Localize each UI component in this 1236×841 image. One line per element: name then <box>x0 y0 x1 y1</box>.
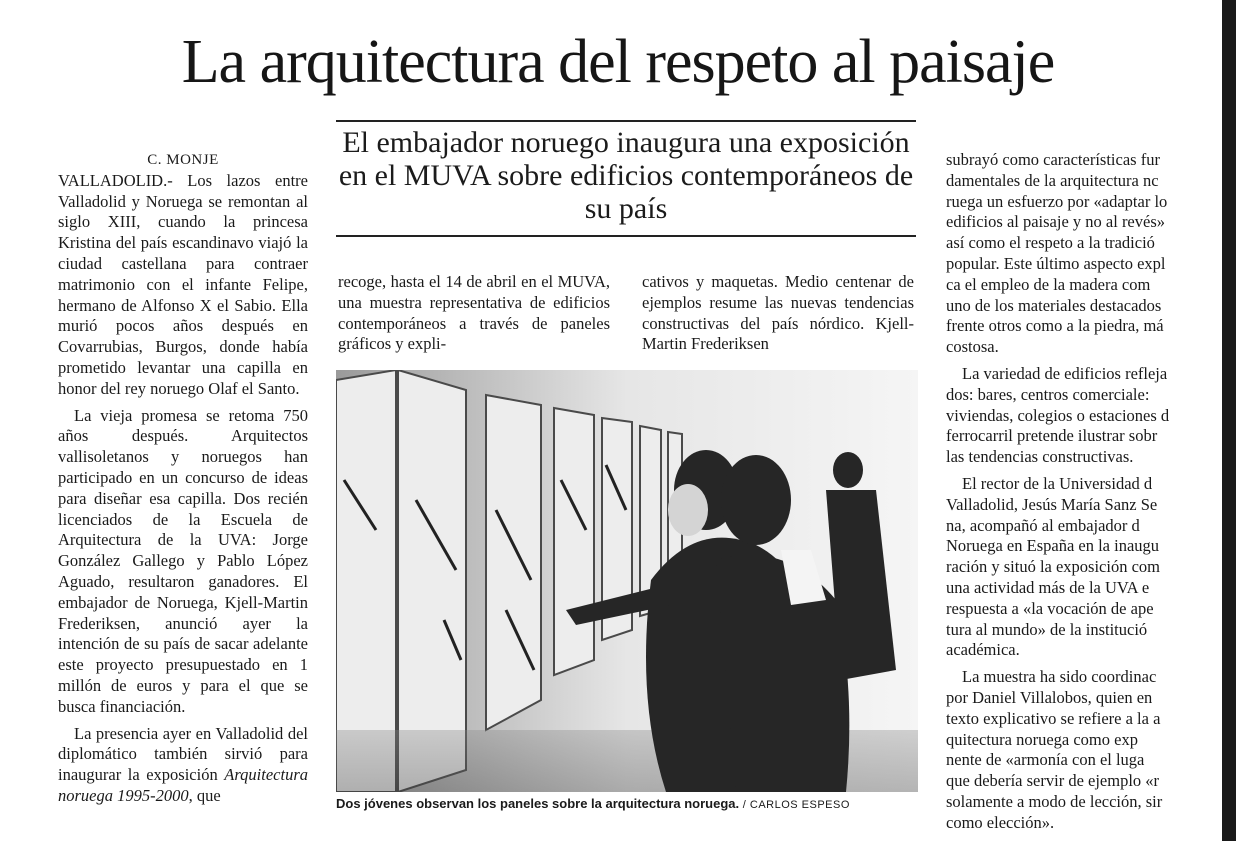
text-line: damentales de la arquitectura nc <box>946 170 1159 190</box>
paragraph: La vieja promesa se retoma 750 años después. Arquitectos vallisoletanos y noruegos han participado en un concurso de ideas para diseñar esa capilla. Dos recién licenciados de la Escuela de Arquitectura de la UVA: Jorge González Gallego y Pablo López Aguado, resultaron ganadores. El embajador de Noruega, Kjell-Martin Frederiksen, anunció ayer la intención de su país de sacar adelante este proyecto presupuestado en 1 millón de euros y para el que se busca financiación. <box>58 405 308 716</box>
subhead: El embajador noruego inaugura una exposición en el MUVA sobre edificios contemporáneos de su país <box>338 126 914 225</box>
text-line: viviendas, colegios o estaciones d <box>946 405 1170 425</box>
paragraph: cativos y maquetas. Medio centenar de ejemplos resume las nuevas tendencias constructivas del país nórdico. Kjell-Martin Frederiksen <box>642 272 914 354</box>
text-line: costosa. <box>946 337 999 357</box>
text-line: respuesta a «la vocación de ape <box>946 598 1154 618</box>
exhibition-photo <box>336 370 918 792</box>
text-line: uno de los materiales destacados <box>946 295 1162 315</box>
article-column-2 <box>338 272 610 355</box>
article-column-4 <box>946 150 1210 834</box>
text-line: El rector de la Universidad d <box>962 473 1153 493</box>
text-line: nente de «armonía con el luga <box>946 750 1145 770</box>
paragraph: La presencia ayer en Valladolid del diplomático también sirvió para inaugurar la exposición Arquitectura noruega 1995-2000, que <box>58 723 308 805</box>
text-line: quitectura noruega como exp <box>946 729 1138 749</box>
text-line: una actividad más de la UVA e <box>946 577 1150 597</box>
caption-text: Dos jóvenes observan los paneles sobre la arquitectura noruega. <box>336 796 740 811</box>
headline: La arquitectura del respeto al paisaje <box>181 28 1055 96</box>
text-line: así como el respeto a la tradició <box>946 233 1155 253</box>
exhibition-title: Arquitectura noruega 1995-2000 <box>58 765 308 805</box>
subhead-bottom-rule <box>336 235 916 237</box>
text-line: académica. <box>946 640 1020 660</box>
paragraph: recoge, hasta el 14 de abril en el MUVA, una muestra representativa de edificios contemporáneos a través de paneles gráficos y expli- <box>338 272 610 354</box>
text-line: ca el empleo de la madera com <box>946 274 1151 294</box>
text-line: que debería servir de ejemplo «r <box>946 771 1160 791</box>
text-line: subrayó como características fur <box>946 150 1160 169</box>
text-line: Valladolid, Jesús María Sanz Se <box>946 494 1158 514</box>
text-line: ruega un esfuerzo por «adaptar lo <box>946 191 1168 211</box>
text-line: na, acompañó al embajador d <box>946 515 1140 535</box>
text-line: las tendencias constructivas. <box>946 447 1134 467</box>
text-line: ferrocarril pretende ilustrar sobr <box>946 426 1158 446</box>
text-line: popular. Este último aspecto expl <box>946 253 1166 273</box>
article-column-3 <box>642 272 914 355</box>
text-line: por Daniel Villalobos, quien en <box>946 687 1153 707</box>
photo-credit: / CARLOS ESPESO <box>742 799 850 811</box>
byline: C. MONJE <box>147 152 219 168</box>
text-line: solamente a modo de lección, sir <box>946 791 1163 811</box>
text-line: ración y situó la exposición com <box>946 557 1160 577</box>
article-column-1 <box>58 150 308 807</box>
text-line: La variedad de edificios refleja <box>962 363 1168 383</box>
text-line: Noruega en España en la inaugu <box>946 536 1160 556</box>
page-edge <box>1222 0 1236 841</box>
paragraph: VALLADOLID.- Los lazos entre Valladolid y Noruega se remontan al siglo XIII, cuando la princesa Kristina del país escandinavo viajó la ciudad castellana para contraer matrimonio con el infante Felipe, hermano de Alfonso X el Sabio. Ella murió pocos años después en Covarrubias, Burgos, donde había prometido levantar una capilla en honor del rey noruego Olaf el Santo. <box>58 170 308 398</box>
text-line: frente otros como a la piedra, má <box>946 316 1164 336</box>
text-line: La muestra ha sido coordinac <box>962 667 1157 687</box>
text-line: tura al mundo» de la institució <box>946 619 1148 639</box>
text-line: edificios al paisaje y no al revés» <box>946 212 1166 232</box>
text-line: texto explicativo se refiere a la a <box>946 708 1161 728</box>
text-line: dos: bares, centros comerciale: <box>946 384 1150 404</box>
subhead-top-rule <box>336 120 916 122</box>
photo-caption <box>336 795 918 814</box>
text-line: como elección». <box>946 812 1055 832</box>
